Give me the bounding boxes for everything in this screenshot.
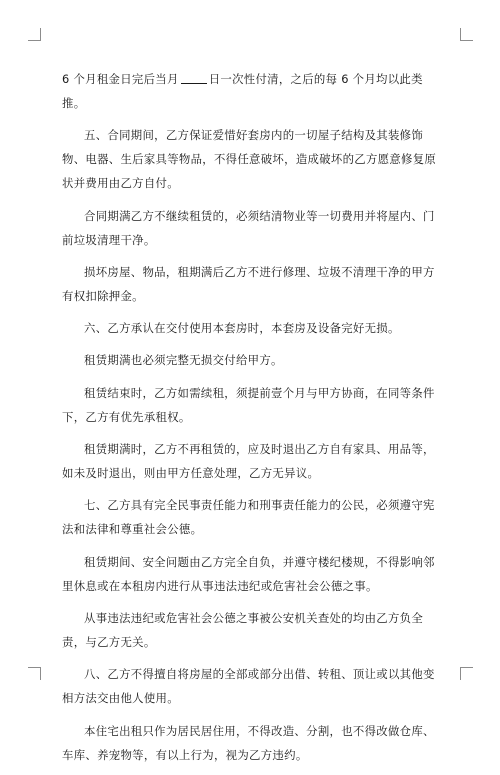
clause-5-deposit: 损坏房屋、物品，租期满后乙方不进行修理、垃圾不清理干净的甲方有权扣除押金。 xyxy=(62,264,435,303)
clause-5-maintenance: 五、合同期间，乙方保证爱惜好套房内的一切屋子结构及其装修饰物、电器、生后家具等物品，不得任意破坏，造成破坏的乙方愿意修复原状并费用由乙方自付。 xyxy=(62,128,437,191)
clause-6-renewal: 租赁结束时，乙方如需续租，须提前壹个月与甲方协商，在同等条件下，乙方有优先承租权。 xyxy=(62,385,435,424)
rent-clause-after-blank: 日一次性付清，之后的每 6 个月均以此类推。 xyxy=(62,72,423,110)
clause-7-safety: 租赁期间、安全问题由乙方完全自负，并遵守楼纪楼规，不得影响邻里休息或在本租房内进行从事违法违纪或危害社会公德之事。 xyxy=(62,554,435,593)
rent-payment-clause xyxy=(62,67,442,115)
crop-mark-top-right xyxy=(460,28,473,41)
clause-7-capacity: 七、乙方具有完全民事责任能力和刑事责任能力的公民，必须遵守宪法和法律和尊重社会公德。 xyxy=(62,498,435,537)
document-body xyxy=(62,67,442,775)
fill-in-blank xyxy=(181,71,207,84)
crop-mark-top-left xyxy=(28,28,41,41)
clause-5-cleanup: 合同期满乙方不继续租赁的，必须结清物业等一切费用并将屋内、门前垃圾清理干净。 xyxy=(62,208,435,247)
clause-7-liability: 从事违法违纪或危害社会公德之事被公安机关查处的均由乙方负全责，与乙方无关。 xyxy=(62,610,424,649)
clause-6-moveout: 租赁期满时，乙方不再租赁的，应及时退出乙方自有家具、用品等，如未及时退出，则由甲方任意处理，乙方无异议。 xyxy=(62,442,435,481)
clause-8-usage: 本住宅出租只作为居民居住用，不得改造、分割，也不得改做仓库、车库、养宠物等，有以上行为，视为乙方违约。 xyxy=(62,723,435,762)
clause-6-return: 租赁期满也必须完整无损交付给甲方。 xyxy=(84,353,283,368)
crop-mark-bottom-right xyxy=(460,667,473,680)
crop-mark-bottom-left xyxy=(28,667,41,680)
clause-6-condition: 六、乙方承认在交付使用本套房时，本套房及设备完好无损。 xyxy=(84,321,400,336)
rent-clause-before-blank: 6 个月租金日完后当月 xyxy=(62,72,179,86)
clause-8-sublet: 八、乙方不得擅自将房屋的全部或部分出借、转租、顶让或以其他变相方法交由他人使用。 xyxy=(62,667,435,706)
